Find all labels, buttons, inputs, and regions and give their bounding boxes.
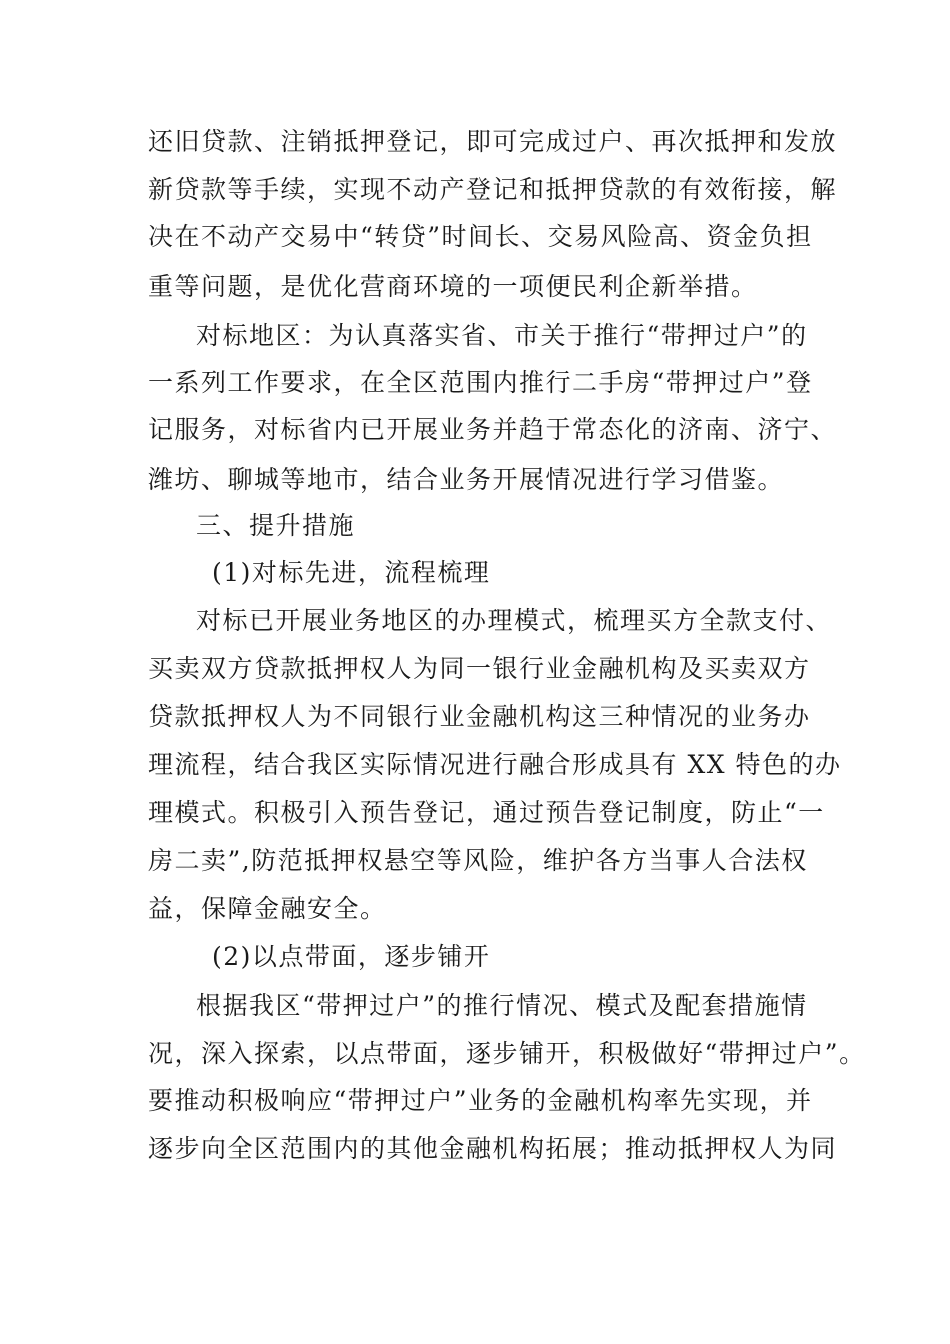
subsection-heading: (1)对标先进，流程梳理 [212,558,491,587]
paragraph-line: 要推动积极响应“带押过户”业务的金融机构率先实现，并 [148,1086,813,1115]
paragraph-line: 根据我区“带押过户”的推行情况、模式及配套措施情 [196,991,808,1020]
subsection-heading: (2)以点带面，逐步铺开 [212,942,491,971]
paragraph-line: 理模式。积极引入预告登记，通过预告登记制度，防止“一 [148,798,825,827]
paragraph-line: 逐步向全区范围内的其他金融机构拓展；推动抵押权人为同 [148,1134,838,1163]
paragraph-line: 对标地区：为认真落实省、市关于推行“带押过户”的 [196,321,808,350]
paragraph-line: 重等问题，是优化营商环境的一项便民利企新举措。 [148,272,758,301]
paragraph-line: 房二卖”,防范抵押权悬空等风险，维护各方当事人合法权 [148,846,808,875]
paragraph-line: 对标已开展业务地区的办理模式，梳理买方全款支付、 [196,606,833,635]
paragraph-line: 况，深入探索，以点带面，逐步铺开，积极做好“带押过户”。 [148,1039,866,1068]
paragraph-line: 新贷款等手续，实现不动产登记和抵押贷款的有效衔接，解 [148,175,838,204]
paragraph-line: 益，保障金融安全。 [148,894,387,923]
paragraph-line: 贷款抵押权人为不同银行业金融机构这三种情况的业务办 [148,702,811,731]
paragraph-line: 还旧贷款、注销抵押登记，即可完成过户、再次抵押和发放 [148,127,838,156]
paragraph-line: 一系列工作要求，在全区范围内推行二手房“带押过户”登 [148,368,813,397]
paragraph-line: 买卖双方贷款抵押权人为同一银行业金融机构及买卖双方 [148,654,811,683]
paragraph-line: 理流程，结合我区实际情况进行融合形成具有 XX 特色的办 [148,750,842,779]
paragraph-line: 潍坊、聊城等地市，结合业务开展情况进行学习借鉴。 [148,465,785,494]
paragraph-line: 决在不动产交易中“转贷”时间长、交易风险高、资金负担 [148,222,813,251]
paragraph-line: 记服务，对标省内已开展业务并趋于常态化的济南、济宁、 [148,415,838,444]
section-heading: 三、提升措施 [196,511,356,540]
